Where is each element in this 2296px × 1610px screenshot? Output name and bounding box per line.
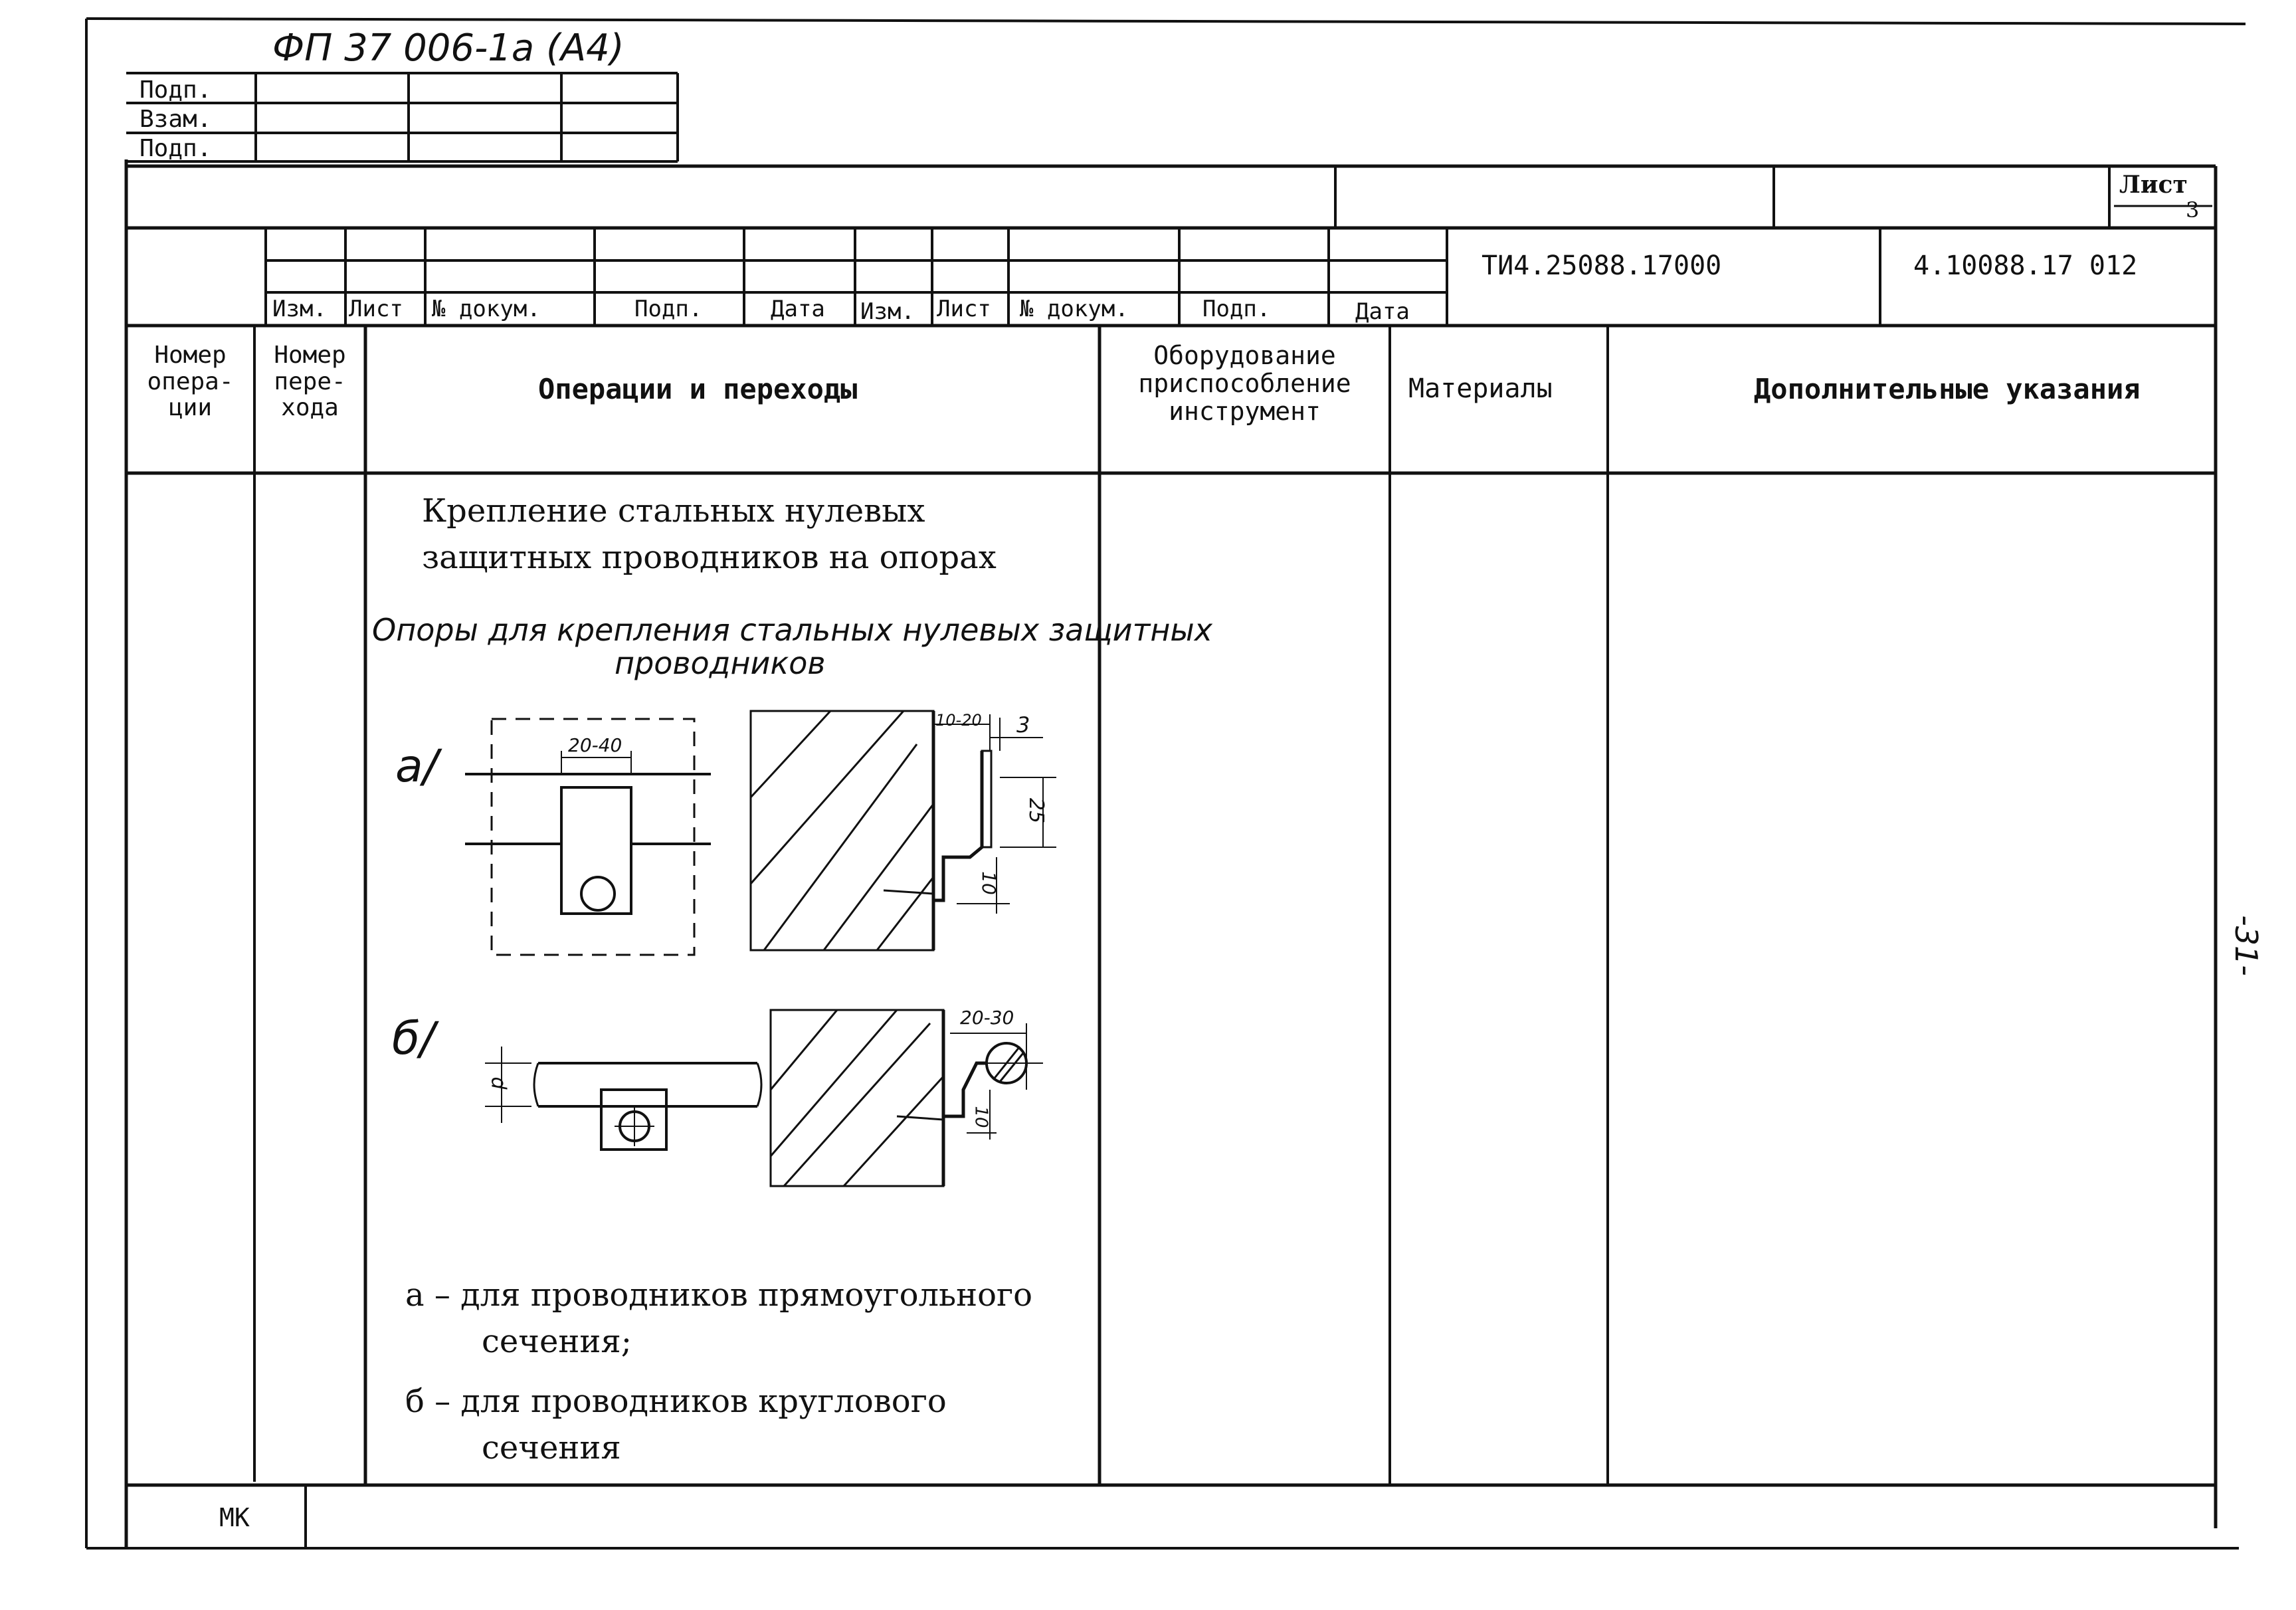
rev-list-label: Лист bbox=[937, 296, 991, 322]
dim-b-lower: 10 bbox=[971, 1106, 991, 1128]
dim-b-diam: d bbox=[486, 1076, 510, 1090]
dim-a-offset: 10-20 bbox=[935, 711, 982, 730]
rev-doc-label: № докум. bbox=[1020, 296, 1129, 322]
header-op-number: Номер опера- ции bbox=[147, 342, 234, 422]
approval-row-label: Подп. bbox=[140, 76, 212, 104]
rev-data-label: Дата bbox=[771, 296, 825, 322]
dim-a-thickness: 3 bbox=[1016, 712, 1030, 738]
legend-a-line: сечения; bbox=[482, 1323, 632, 1360]
approval-row-label: Взам. bbox=[140, 106, 212, 133]
rev-doc-label: № докум. bbox=[432, 296, 541, 322]
figure-b-label: б/ bbox=[392, 1013, 435, 1065]
dim-a-height: 25 bbox=[1024, 797, 1048, 824]
dim-a-width: 20-40 bbox=[568, 734, 622, 756]
rev-podp-label: Подп. bbox=[1202, 296, 1271, 322]
sheet-number: 3 bbox=[2186, 197, 2200, 223]
dim-b-offset: 20-30 bbox=[960, 1007, 1014, 1029]
page-number: -31- bbox=[2228, 915, 2264, 976]
legend-a-line: а – для проводников прямоугольного bbox=[405, 1276, 1033, 1314]
content-heading-line: защитных проводников на опорах bbox=[422, 539, 997, 576]
header-notes: Дополнительные указания bbox=[1754, 373, 2141, 405]
figure-caption-line: Опоры для крепления стальных нулевых защитных bbox=[372, 612, 1212, 648]
header-step-number: Номер пере- хода bbox=[274, 342, 346, 422]
doc-code-secondary: 4.10088.17 012 bbox=[1913, 251, 2138, 281]
legend-b-line: б – для проводников круглового bbox=[405, 1383, 947, 1420]
approval-row-label: Подп. bbox=[140, 135, 212, 162]
rev-data-label: Дата bbox=[1355, 298, 1410, 325]
header-operations: Операции и переходы bbox=[538, 373, 858, 405]
footer-label: МК bbox=[219, 1503, 250, 1532]
doc-code-primary: ТИ4.25088.17000 bbox=[1482, 251, 1722, 281]
form-code: ФП 37 006-1а (А4) bbox=[272, 27, 624, 70]
dim-a-lower: 10 bbox=[977, 871, 1000, 895]
rev-podp-label: Подп. bbox=[634, 296, 703, 322]
sheet-label: Лист bbox=[2119, 171, 2188, 199]
rev-izm-label: Изм. bbox=[860, 298, 915, 325]
legend-b-line: сечения bbox=[482, 1429, 621, 1466]
content-heading-line: Крепление стальных нулевых bbox=[422, 492, 925, 530]
figure-caption-line: проводников bbox=[615, 645, 826, 681]
header-equipment: Оборудование приспособление инструмент bbox=[1138, 341, 1351, 426]
rev-izm-label: Изм. bbox=[272, 296, 327, 322]
header-materials: Материалы bbox=[1408, 373, 1553, 404]
figure-a-label: а/ bbox=[395, 740, 438, 793]
rev-list-label: Лист bbox=[349, 296, 403, 322]
